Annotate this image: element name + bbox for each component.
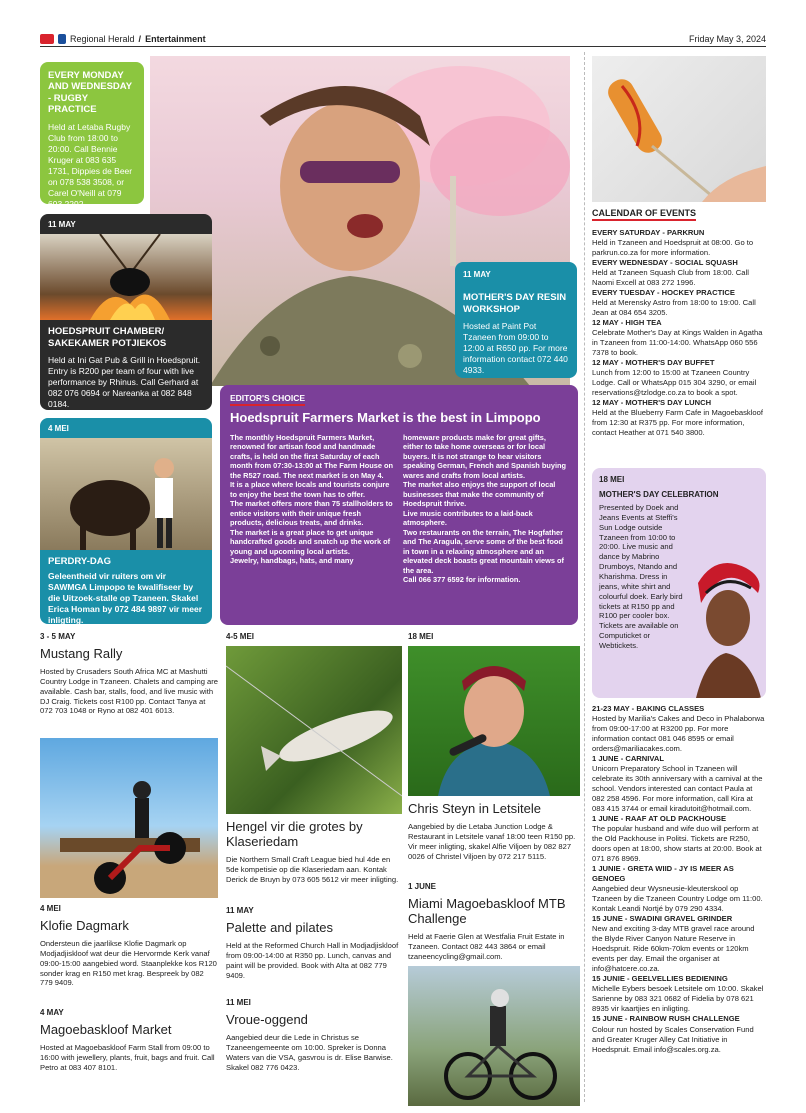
editors-choice-col2: homeware products make for great gifts, either to take home overseas or for local buyers. It is not strange to hear visitors speaking German, French and Spanish buying wares and crafts from local artists. The market also enjoys the support of local businesses that make the community of Hoedspruit thrive. Live music contributes to a laid-back atmosphere. Two restaurants on the terrain, The Hogfather and The Aragula, serve some of the best food in town in a relaxing atmosphere and an elevated deck boasts great mountain views of the area. Call 066 377 6592 for information. xyxy=(403,432,567,584)
header-rule xyxy=(40,46,766,47)
corndog-photo xyxy=(592,56,766,202)
mustang-body: Hosted by Crusaders South Africa MC at Mashutti Country Lodge in Tzaneen. Chalets and camping are available. Cash bar, stalls, food, and live music with DJ Craig. Tickets cost R100 pp. Contact Tanya at 072 703 1048 or Ryno at 082 401 6013. xyxy=(40,666,219,716)
calendar-item-body: Celebrate Mother's Day at Kings Walden in Agatha in Tzaneen from 11:00-14:00. WhatsApp 060 556 7378 to book. xyxy=(592,328,763,358)
calendar-item xyxy=(592,318,766,358)
palette-event xyxy=(226,906,402,980)
mtb-title: Miami Magoebaskloof MTB Challenge xyxy=(408,896,566,926)
cyclist-photo xyxy=(408,966,580,1106)
calendar-item xyxy=(592,754,766,814)
calendar-item xyxy=(592,228,766,258)
calendar-item xyxy=(592,974,766,1014)
resin-workshop-box xyxy=(455,262,577,378)
vroue-title: Vroue-oggend xyxy=(226,1012,308,1027)
hengel-date: 4-5 MEI xyxy=(226,632,255,641)
mustang-date: 3 - 5 MAY xyxy=(40,632,76,641)
vroue-body: Aangebied deur die Lede in Christus se Tzaneengemeente om 10:00. Spreker is Donna Waters van die VSA, gasvrou is dr. Elise Barwise. Skakel 082 776 0423. xyxy=(226,1032,393,1072)
editors-choice-box xyxy=(220,385,578,625)
palette-date: 11 MAY xyxy=(226,906,254,915)
perdry-title: PERDRY-DAG xyxy=(48,556,111,568)
magoe-market-title: Magoebaskloof Market xyxy=(40,1022,172,1037)
column-divider xyxy=(584,52,585,1102)
calendar-item-body: Held at Merensky Astro from 18:00 to 19:00. Call Jean at 084 654 3205. xyxy=(592,298,756,318)
calendar-item-body: Held at the Blueberry Farm Cafe in Magoebaskloof from 12:30 at R375 pp. For more information, contact Heather at 071 540 3800. xyxy=(592,408,763,438)
calendar-item xyxy=(592,288,766,318)
calendar-top-list xyxy=(592,228,766,438)
calendar-item xyxy=(592,1014,766,1054)
calendar-item xyxy=(592,914,766,974)
mtb-date: 1 JUNE xyxy=(408,882,437,891)
vroue-event xyxy=(226,998,402,1072)
perdry-body: Geleentheid vir ruiters om vir SAWMGA Limpopo te kwalifiseer by die Uitzoek-stalle op Tzaneen. Skakel Erica Homan by 072 484 9897 vir meer inligting. xyxy=(48,570,203,625)
calendar-item-body: Unicorn Preparatory School in Tzaneen will celebrate its 30th anniversary with a carnival at the school. Vendors interested can contact Paula at 082 258 4596. For more information, call Kira at 083 415 3744 or email kiradutoit@hotmail.com. xyxy=(592,764,763,814)
potjiekos-body: Held at Ini Gat Pub & Grill in Hoedspruit. Entry is R200 per team of four with live performance by Rhinus. Call Gerhard at 082 076 0694 or Nareanka at 082 848 0184. xyxy=(48,355,201,410)
chris-title: Chris Steyn in Letsitele xyxy=(408,801,541,816)
potjiekos-title: HOEDSPRUIT CHAMBER/ SAKEKAMER POTJIEKOS xyxy=(48,326,167,349)
chris-event xyxy=(408,796,580,861)
motorbike-illustration xyxy=(40,738,218,898)
resin-body: Hosted at Paint Pot Tzaneen from 09:00 to 12:00 at R650 pp. For more information contact 072 440 4933. xyxy=(463,321,568,376)
hengel-event xyxy=(226,814,402,884)
calendar-item-title: 21-23 MAY - BAKING CLASSES xyxy=(592,704,705,713)
celebration-title: MOTHER'S DAY CELEBRATION xyxy=(599,490,719,499)
calendar-item-title: EVERY WEDNESDAY - SOCIAL SQUASH xyxy=(592,258,738,268)
calendar-item-title: 12 MAY - MOTHER'S DAY BUFFET xyxy=(592,358,715,368)
hengel-title: Hengel vir die grotes by Klaseriedam xyxy=(226,819,363,849)
magoe-market-body: Hosted at Magoebaskloof Farm Stall from 09:00 to 16:00 with jewellery, plants, fruit, bags and fruit. Call Petro at 083 407 8101. xyxy=(40,1042,215,1072)
calendar-item xyxy=(592,258,766,288)
calendar-item-body: Aangebied deur Wysneusie-kleuterskool op Tzaneen by die Tzaneen Country Lodge om 11:00. Kontak Leandi Nortjé by 079 290 4334. xyxy=(592,884,763,914)
magoe-market-event xyxy=(40,1008,218,1073)
mustang-title: Mustang Rally xyxy=(40,646,123,661)
hengel-body: Die Northern Small Craft League bied hul 4de en 5de kompetisie op die Klaseriedam aan. Kontak Derick de Bruyn by 073 605 5612 vir meer inligting. xyxy=(226,854,399,884)
calendar-item-body: Hosted by Marilia's Cakes and Deco in Phalaborwa from 09:00-17:00 at R3200 pp. For more information contact 081 046 8595 or email orders@mariliacakes.com. xyxy=(592,714,765,754)
calendar-item-title: 1 JUNE - CARNIVAL xyxy=(592,754,665,764)
fish-illustration xyxy=(226,646,402,814)
hengel-date-block xyxy=(226,632,254,641)
calendar-item-title: 15 JUNIE - GEELVELLIES BEDIENING xyxy=(592,974,728,984)
calendar-item-title: EVERY TUESDAY - HOCKEY PRACTICE xyxy=(592,288,735,298)
calendar-item-title: EVERY SATURDAY - PARKRUN xyxy=(592,228,705,237)
section-name: Entertainment xyxy=(145,34,206,44)
calendar-item-body: Colour run hosted by Scales Conservation Fund and Greater Kruger Alley Cat Initiative in Hoedspruit. Email info@scales.org.za. xyxy=(592,1024,754,1054)
singer-illustration xyxy=(408,646,580,796)
vroue-date: 11 MEI xyxy=(226,998,251,1007)
celebration-body: Presented by Doek and Jeans Events at Steffi's Sun Lodge outside Tzaneen from 10:00 to 20:00. Live music and dance by Mabrino Drumboys, Ntando and Kharishma. Dress in jeans, white shirt and colourful doek. Early bird tickets at R150 pp and R100 per cooler box. Tickets are available on Computicket or Webtickets. xyxy=(599,503,683,651)
klofie-body: Ondersteun die jaarlikse Klofie Dagmark op Modjadjiskloof wat deur die Hervormde Kerk vanaf 09:00-15:00 aangebied word. Staanplekke kos R120 sonder krag en R150 met krag. Bespreek by 082 779 9409. xyxy=(40,938,217,988)
calendar-item xyxy=(592,398,766,438)
calendar-item xyxy=(592,814,766,864)
mtb-body: Held at Faerie Glen at Westfalia Fruit Estate in Tzaneen. Contact 082 443 3864 or email tzaneencycling@gmail.com. xyxy=(408,931,565,961)
masthead xyxy=(40,34,206,44)
klofie-event xyxy=(40,904,218,988)
rider-illustration xyxy=(40,438,212,550)
chris-date: 18 MEI xyxy=(408,632,434,641)
mothers-day-celebration-box xyxy=(592,468,766,698)
editors-choice-headline: Hoedspruit Farmers Market is the best in Limpopo xyxy=(230,410,541,426)
calendar-item-title: 15 JUNE - RAINBOW RUSH CHALLENGE xyxy=(592,1014,740,1024)
perdry-photo xyxy=(40,438,212,550)
calendar-item-title: 1 JUNIE - GRETA WIID - JY IS MEER AS GENOEG xyxy=(592,864,734,884)
palette-body: Held at the Reformed Church Hall in Modjadjiskloof from 09:00-14:00 at R350 pp. Lunch, canvas and paint will be provided. Book with Alta at 082 779 9409. xyxy=(226,940,399,980)
calendar-item-body: Michelle Eybers besoek Letsitele om 10:00. Skakel Sarienne by 083 321 0682 of Fidelia by 078 621 8935 vir kaartjies en inligting. xyxy=(592,984,764,1014)
calendar-item-title: 12 MAY - MOTHER'S DAY LUNCH xyxy=(592,398,712,408)
calendar-item-body: The popular husband and wife duo will perform at the Old Packhouse in Politsi. Tickets are R250, doors open at 18:00, show starts at 20:00. Book at 071 876 8969. xyxy=(592,824,762,864)
chris-date-block xyxy=(408,632,433,641)
campfire-pot-illustration xyxy=(40,234,212,320)
calendar-item-body: Held at Tzaneen Squash Club from 18:00. Call Naomi Excell at 083 272 1996. xyxy=(592,268,749,288)
potjiekos-box xyxy=(40,214,212,410)
palette-title: Palette and pilates xyxy=(226,920,333,935)
editors-choice-col1: The monthly Hoedspruit Farmers Market, renowned for artisan food and handmade crafts, is held on the first Saturday of each month from 07:30-13:00 at The Farm House on the R527 road. The next market is on May 4. It is a place where locals and tourists conjure to enjoy the best the town has to offer. The market offers more than 75 stallholders to entice visitors with their unique fresh products, delicious treats, and drinks. The market is a great place to get unique handcrafted goods and snatch up the work of young and upcoming local artists. Jewelry, handbags, hats, and many xyxy=(230,432,394,566)
rugby-title: EVERY MONDAY AND WEDNESDAY - RUGBY PRACTICE xyxy=(48,70,132,116)
chris-body: Aangebied by die Letaba Junction Lodge & Restaurant in Letsitele vanaf 18:00 teen R150 pp. Vir meer inligting, skakel Alfie Viljoen by 082 827 0026 of Christel Viljoen by 072 217 5115. xyxy=(408,821,576,861)
klofie-title: Klofie Dagmark xyxy=(40,918,129,933)
section-separator: / xyxy=(138,34,142,44)
rugby-practice-box xyxy=(40,62,144,209)
fish-photo xyxy=(226,646,402,814)
corndog-illustration xyxy=(592,56,766,202)
singer-photo xyxy=(408,646,580,796)
potjiekos-date: 11 MAY xyxy=(48,220,76,229)
celebration-date: 18 MEI xyxy=(599,475,625,484)
editors-choice-badge: EDITOR'S CHOICE xyxy=(230,393,305,406)
motorbike-photo xyxy=(40,738,218,898)
cyclist-illustration xyxy=(408,966,580,1106)
mtb-event xyxy=(408,882,580,961)
calendar-bottom-list xyxy=(592,704,766,1055)
magoe-market-date: 4 MAY xyxy=(40,1008,64,1017)
resin-title: MOTHER'S DAY RESIN WORKSHOP xyxy=(463,292,567,315)
perdry-box xyxy=(40,418,212,624)
calendar-item-body: Held in Tzaneen and Hoedspruit at 08:00. Go to parkrun.co.za for more information. xyxy=(592,238,754,258)
issue-date: Friday May 3, 2024 xyxy=(688,34,766,44)
resin-date: 11 MAY xyxy=(463,270,491,279)
calendar-item xyxy=(592,864,766,914)
klofie-date: 4 MEI xyxy=(40,904,61,913)
woman-headwrap-illustration xyxy=(686,538,766,698)
calendar-item-title: 12 MAY - HIGH TEA xyxy=(592,318,662,328)
calendar-item-title: 1 JUNE - RAAF AT OLD PACKHOUSE xyxy=(592,814,727,824)
calendar-item-body: Lunch from 12:00 to 15:00 at Tzaneen Country Lodge. Call or WhatsApp 015 304 3290, or email reservations@tzlodge.co.za to book a spot. xyxy=(592,368,757,398)
brand-logo-icon xyxy=(40,34,54,44)
potjiekos-photo xyxy=(40,234,212,320)
brand-logo-icon xyxy=(58,34,66,44)
perdry-date: 4 MEI xyxy=(48,424,69,433)
calendar-item xyxy=(592,358,766,398)
calendar-heading: CALENDAR OF EVENTS xyxy=(592,208,696,221)
publication-name: Regional Herald xyxy=(70,34,135,44)
calendar-item-body: New and exciting 3-day MTB gravel race around the Blyde River Canyon Nature Reserve in Hoedspruit. Ride 60km-70km events or 120km events per day. Email the organiser at info@hatcere.co.za. xyxy=(592,924,755,974)
mustang-event xyxy=(40,632,218,716)
calendar-item xyxy=(592,704,766,754)
calendar-item-title: 15 JUNE - SWADINI GRAVEL GRINDER xyxy=(592,914,733,924)
rugby-body: Held at Letaba Rugby Club from 18:00 to 20:00. Call Bennie Kruger at 083 635 1731, Dippies de Beer on 078 538 3508, or Carel O'Neill at 079 693 2292. xyxy=(48,121,133,209)
